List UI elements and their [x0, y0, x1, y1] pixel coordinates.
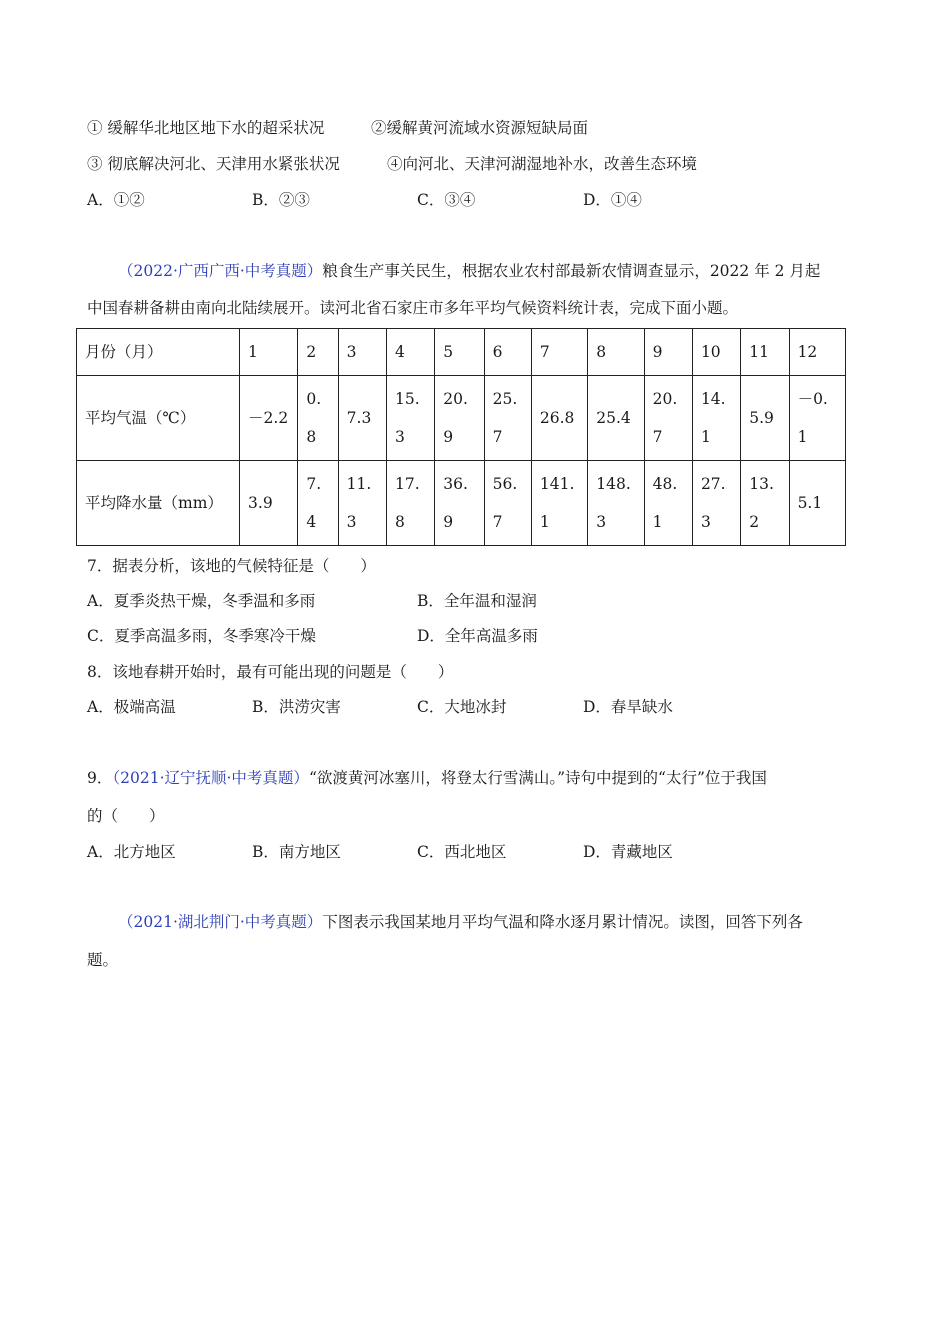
- table-cell: 17.8: [386, 461, 434, 546]
- table-cell: 25.4: [588, 376, 644, 461]
- table-cell: 平均降水量（mm）: [77, 461, 240, 546]
- table-cell: 0.8: [298, 376, 338, 461]
- q7-option-b: B．全年温和湿润: [417, 592, 537, 610]
- option-a: A．①②: [87, 191, 145, 209]
- table-row: [77, 461, 846, 546]
- table-cell: 2: [298, 329, 338, 376]
- passage2-line2: 题。: [87, 951, 119, 969]
- passage-intro-line1: [118, 259, 820, 281]
- q8-option-a: A．极端高温: [87, 698, 176, 716]
- q7-option-d: D．全年高温多雨: [417, 627, 538, 645]
- source-tag[interactable]: （2021·湖北荆门·中考真题）: [118, 913, 323, 931]
- table-cell: 15.3: [386, 376, 434, 461]
- table-cell: 7.4: [298, 461, 338, 546]
- q8-option-d: D．春旱缺水: [583, 698, 673, 716]
- question-text: “欲渡黄河冰塞川，将登太行雪满山。”诗句中提到的“太行”位于我国: [308, 769, 767, 787]
- table-cell: 6: [484, 329, 531, 376]
- q9-option-c: C．西北地区: [417, 843, 507, 861]
- table-cell: 20.7: [644, 376, 692, 461]
- table-row: [77, 376, 846, 461]
- table-cell: 48.1: [644, 461, 692, 546]
- table-cell: －2.2: [240, 376, 298, 461]
- q9-option-a: A．北方地区: [87, 843, 176, 861]
- q7-option-c: C．夏季高温多雨，冬季寒冷干燥: [87, 627, 316, 645]
- table-cell: 25.7: [484, 376, 531, 461]
- question-number: 9．: [87, 769, 113, 787]
- statement-2: ②缓解黄河流域水资源短缺局面: [371, 119, 589, 137]
- table-cell: 14.1: [692, 376, 740, 461]
- table-cell: 5: [435, 329, 484, 376]
- table-cell: 141.1: [531, 461, 587, 546]
- q9-option-b: B．南方地区: [252, 843, 341, 861]
- table-cell: 20.9: [435, 376, 484, 461]
- table-row: [77, 329, 846, 376]
- climate-table: [76, 328, 846, 546]
- table-cell: 11: [741, 329, 789, 376]
- question-8-stem: 8．该地春耕开始时，最有可能出现的问题是（ ）: [87, 663, 454, 681]
- table-cell: 5.1: [789, 461, 845, 546]
- table-cell: 36.9: [435, 461, 484, 546]
- passage-text: 粮食生产事关民生，根据农业农村部最新农情调查显示，2022 年 2 月起: [322, 262, 821, 280]
- passage-intro-line2: 中国春耕备耕由南向北陆续展开。读河北省石家庄市多年平均气候资料统计表，完成下面小题。: [87, 299, 739, 317]
- option-b: B．②③: [252, 191, 310, 209]
- question-7-stem: 7．据表分析，该地的气候特征是（ ）: [87, 557, 376, 575]
- q9-option-d: D．青藏地区: [583, 843, 673, 861]
- table-cell: 11.3: [338, 461, 386, 546]
- table-cell: 10: [692, 329, 740, 376]
- table-cell: 27.3: [692, 461, 740, 546]
- table-cell: 5.9: [741, 376, 789, 461]
- table-cell: 4: [386, 329, 434, 376]
- table-cell: 7: [531, 329, 587, 376]
- q8-option-b: B．洪涝灾害: [252, 698, 341, 716]
- source-tag[interactable]: （2021·辽宁抚顺·中考真题）: [112, 769, 309, 787]
- statement-3: ③ 彻底解决河北、天津用水紧张状况: [87, 155, 340, 173]
- table-cell: 3: [338, 329, 386, 376]
- passage-text: 下图表示我国某地月平均气温和降水逐月累计情况。读图，回答下列各: [322, 913, 803, 931]
- statement-4: ④向河北、天津河湖湿地补水，改善生态环境: [387, 155, 698, 173]
- table-cell: 月份（月）: [77, 329, 240, 376]
- option-c: C．③④: [417, 191, 476, 209]
- table-cell: 1: [240, 329, 298, 376]
- table-cell: 3.9: [240, 461, 298, 546]
- q7-option-a: A．夏季炎热干燥，冬季温和多雨: [87, 592, 316, 610]
- table-cell: 12: [789, 329, 845, 376]
- statement-1: ① 缓解华北地区地下水的超采状况: [87, 119, 325, 137]
- source-tag[interactable]: （2022·广西广西·中考真题）: [118, 262, 323, 280]
- passage2-line1: [118, 910, 803, 932]
- table-cell: 平均气温（℃）: [77, 376, 240, 461]
- table-cell: 13.2: [741, 461, 789, 546]
- q8-option-c: C．大地冰封: [417, 698, 507, 716]
- table-cell: 7.3: [338, 376, 386, 461]
- question-9-line1: [87, 766, 767, 788]
- option-d: D．①④: [583, 191, 642, 209]
- table-cell: 148.3: [588, 461, 644, 546]
- table-cell: 56.7: [484, 461, 531, 546]
- table-cell: 26.8: [531, 376, 587, 461]
- question-9-line2: 的（ ）: [87, 807, 165, 825]
- table-cell: 8: [588, 329, 644, 376]
- table-cell: －0.1: [789, 376, 845, 461]
- table-cell: 9: [644, 329, 692, 376]
